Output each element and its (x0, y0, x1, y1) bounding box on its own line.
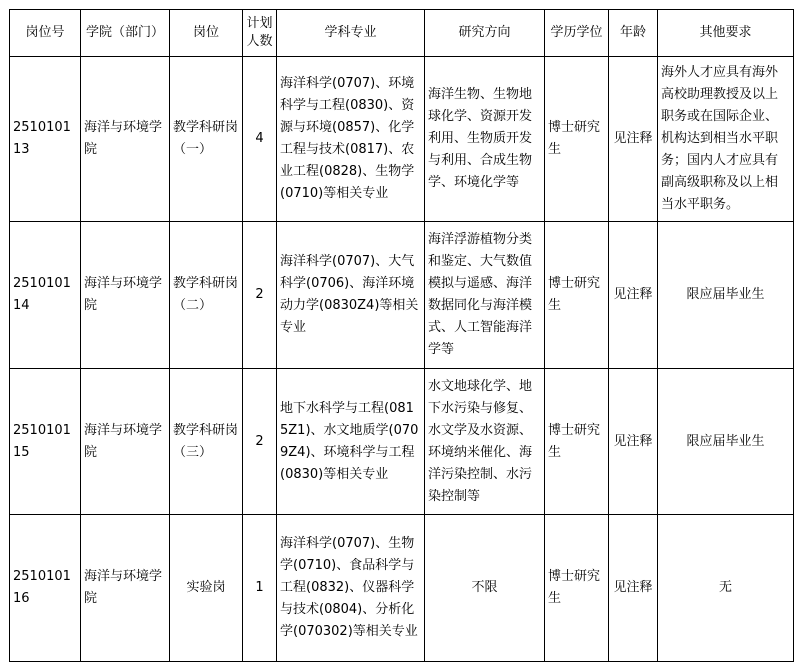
cell-research: 海洋浮游植物分类和鉴定、大气数值模拟与遥感、海洋数据同化与海洋模式、人工智能海洋学等 (425, 222, 545, 369)
cell-research: 不限 (425, 515, 545, 662)
table-row (10, 369, 794, 515)
cell-post-id: 251010114 (10, 222, 81, 369)
cell-count: 2 (243, 222, 277, 369)
cell-post-id: 251010115 (10, 369, 81, 515)
cell-degree: 博士研究生 (545, 57, 609, 222)
cell-position: 教学科研岗（三） (170, 369, 243, 515)
table-row (10, 57, 794, 222)
cell-count: 1 (243, 515, 277, 662)
cell-position: 教学科研岗（一） (170, 57, 243, 222)
header-age: 年龄 (609, 10, 658, 57)
cell-college: 海洋与环境学院 (81, 57, 170, 222)
cell-major: 海洋科学(0707)、大气科学(0706)、海洋环境动力学(0830Z4)等相关专业 (277, 222, 425, 369)
recruitment-table (9, 9, 794, 662)
header-other: 其他要求 (658, 10, 794, 57)
cell-major: 海洋科学(0707)、生物学(0710)、食品科学与工程(0832)、仪器科学与技术(0804)、分析化学(070302)等相关专业 (277, 515, 425, 662)
header-major: 学科专业 (277, 10, 425, 57)
cell-post-id: 251010116 (10, 515, 81, 662)
cell-degree: 博士研究生 (545, 222, 609, 369)
cell-age: 见注释 (609, 515, 658, 662)
header-research: 研究方向 (425, 10, 545, 57)
table-row (10, 515, 794, 662)
cell-major: 海洋科学(0707)、环境科学与工程(0830)、资源与环境(0857)、化学工程与技术(0817)、农业工程(0828)、生物学(0710)等相关专业 (277, 57, 425, 222)
header-post-id: 岗位号 (10, 10, 81, 57)
cell-other: 海外人才应具有海外高校助理教授及以上职务或在国际企业、机构达到相当水平职务；国内人才应具有副高级职称及以上相当水平职务。 (658, 57, 794, 222)
cell-count: 2 (243, 369, 277, 515)
header-degree: 学历学位 (545, 10, 609, 57)
cell-research: 海洋生物、生物地球化学、资源开发利用、生物质开发与利用、合成生物学、环境化学等 (425, 57, 545, 222)
header-row (10, 10, 794, 57)
cell-college: 海洋与环境学院 (81, 222, 170, 369)
cell-college: 海洋与环境学院 (81, 369, 170, 515)
cell-college: 海洋与环境学院 (81, 515, 170, 662)
table-row (10, 222, 794, 369)
cell-age: 见注释 (609, 222, 658, 369)
cell-degree: 博士研究生 (545, 369, 609, 515)
header-position: 岗位 (170, 10, 243, 57)
cell-age: 见注释 (609, 369, 658, 515)
cell-position: 教学科研岗（二） (170, 222, 243, 369)
cell-other: 限应届毕业生 (658, 369, 794, 515)
cell-other: 无 (658, 515, 794, 662)
cell-position: 实验岗 (170, 515, 243, 662)
cell-degree: 博士研究生 (545, 515, 609, 662)
header-college: 学院（部门） (81, 10, 170, 57)
cell-age: 见注释 (609, 57, 658, 222)
header-count: 计划人数 (243, 10, 277, 57)
cell-research: 水文地球化学、地下水污染与修复、水文学及水资源、环境纳米催化、海洋污染控制、水污染控制等 (425, 369, 545, 515)
cell-other: 限应届毕业生 (658, 222, 794, 369)
cell-count: 4 (243, 57, 277, 222)
cell-post-id: 251010113 (10, 57, 81, 222)
cell-major: 地下水科学与工程(0815Z1)、水文地质学(0709Z4)、环境科学与工程(0830)等相关专业 (277, 369, 425, 515)
